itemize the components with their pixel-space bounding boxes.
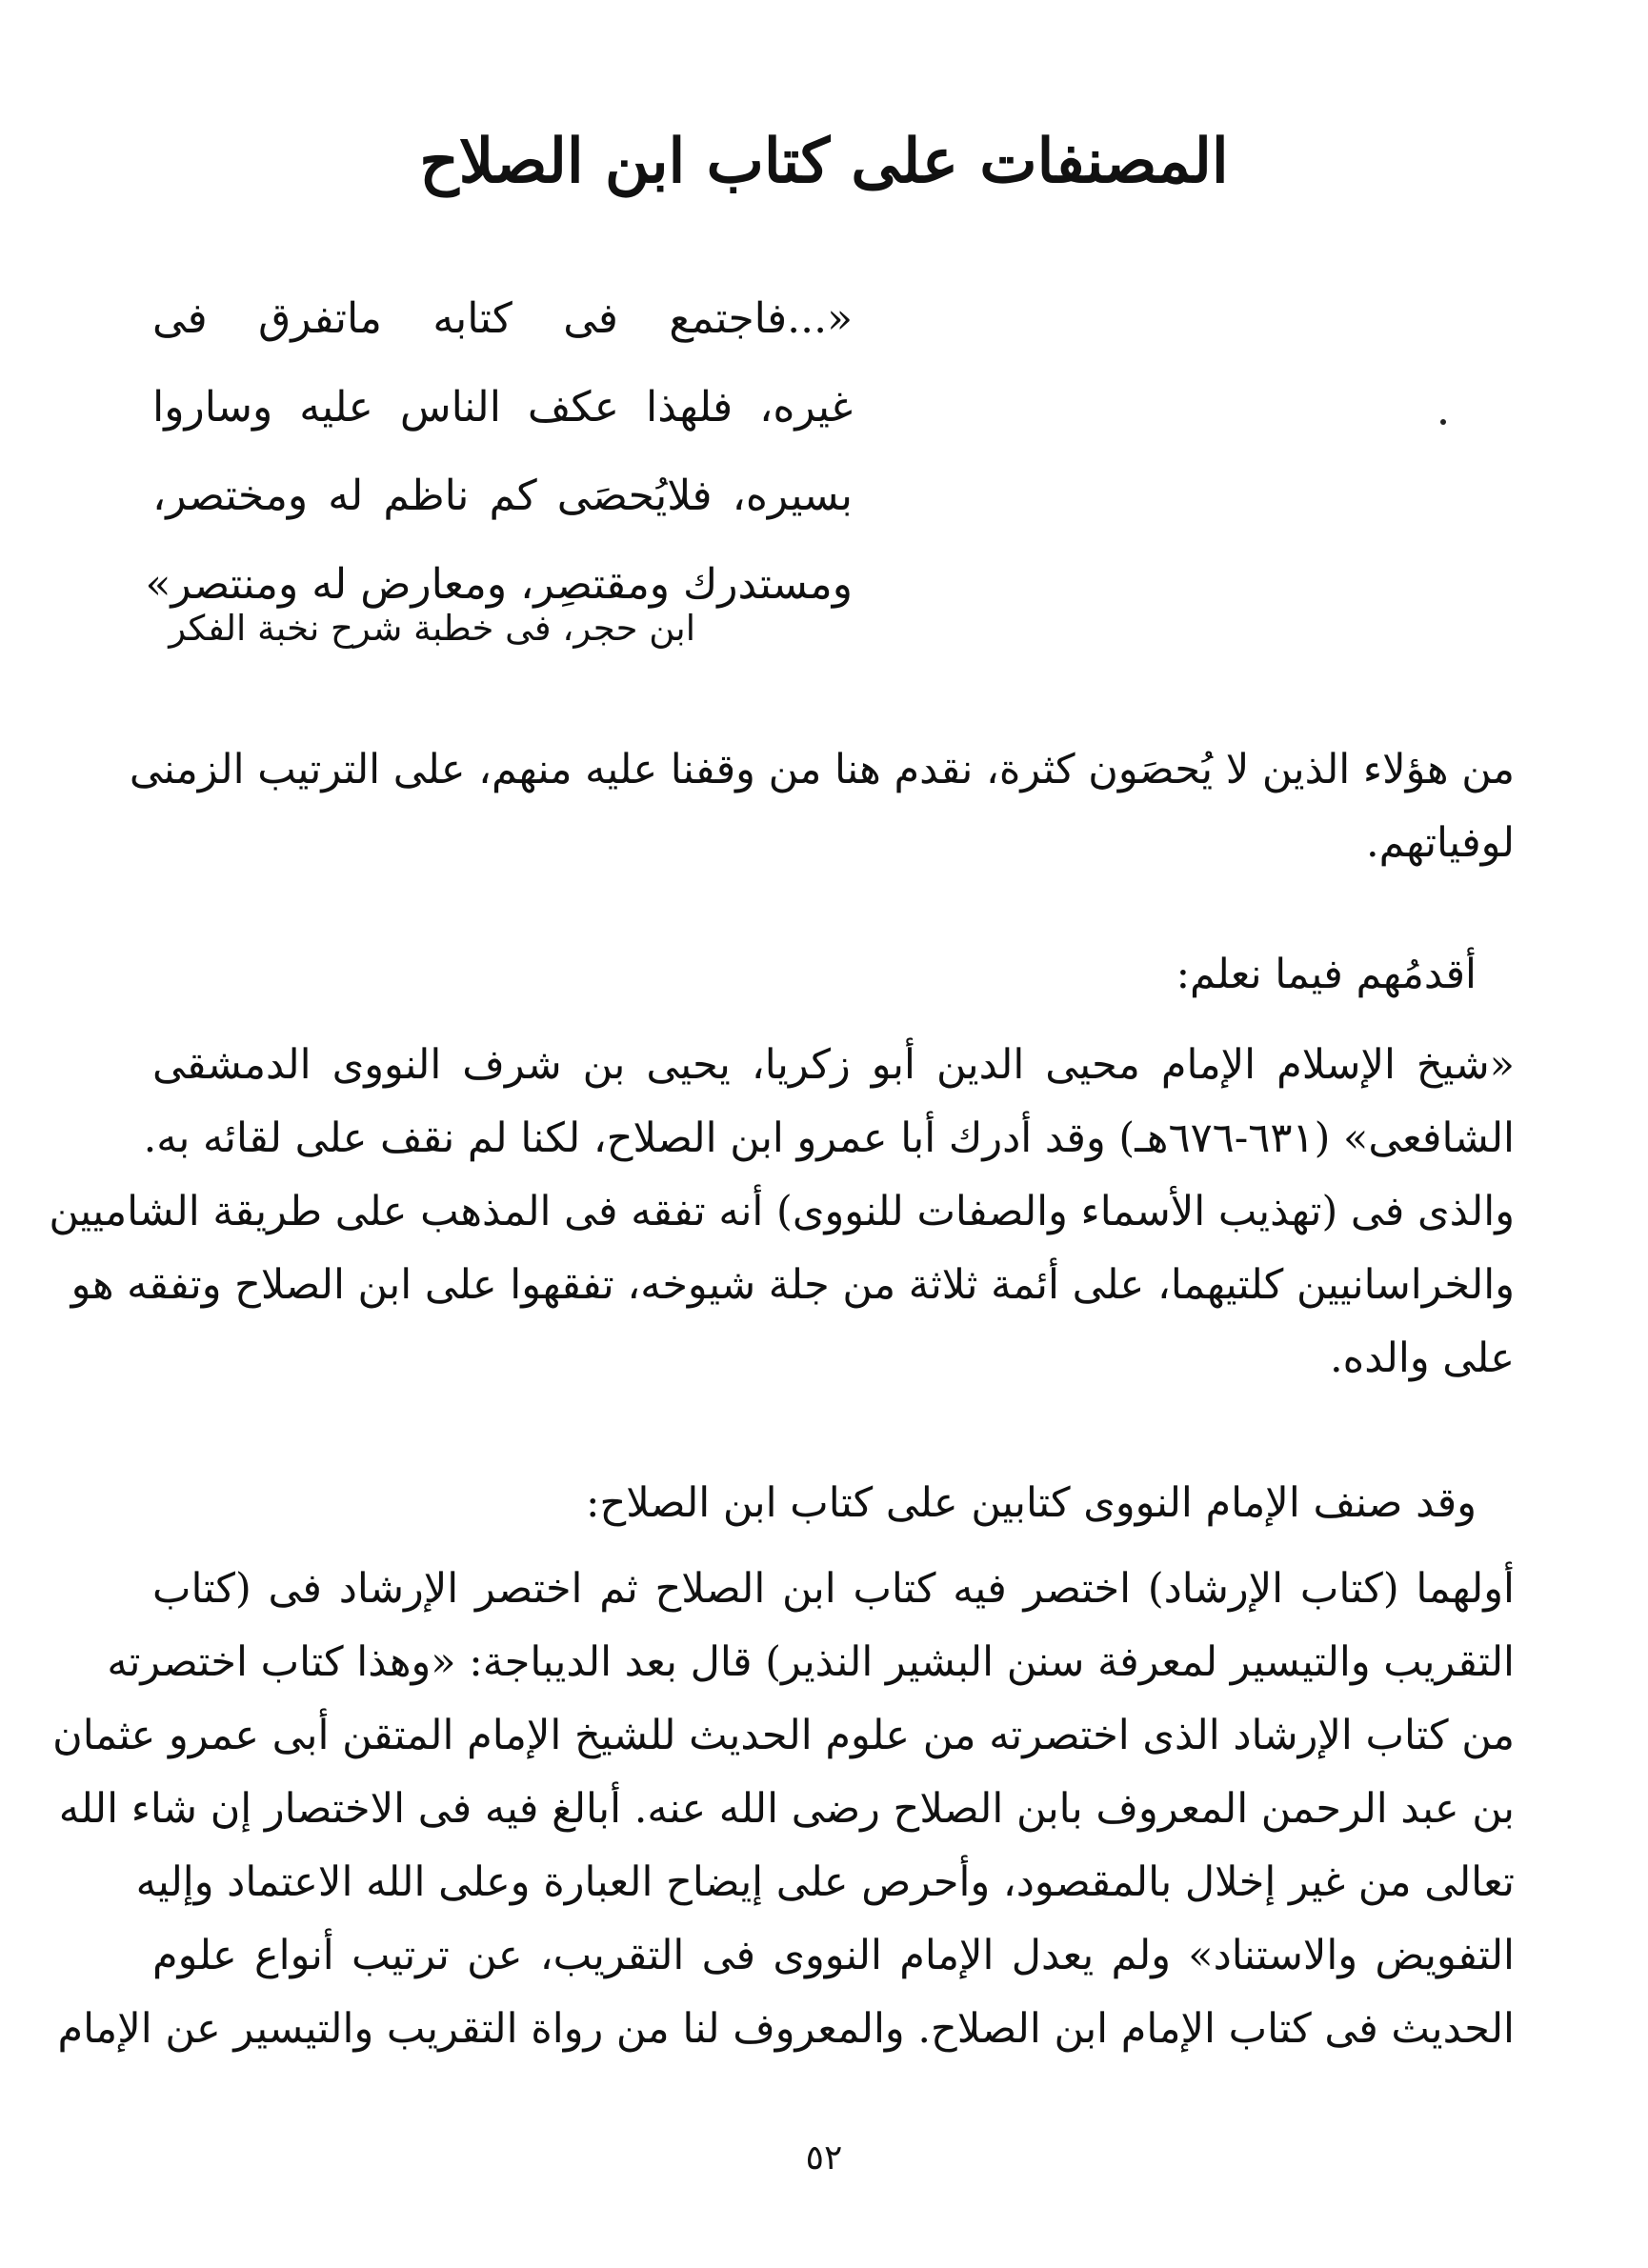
text-line: والذى فى (تهذيب الأسماء والصفات للنووى) أنه تفقه فى المذهب على طريقة الشاميين xyxy=(49,1188,1515,1235)
first-author-paragraph xyxy=(49,1029,1515,1395)
section-heading: وقد صنف الإمام النووى كتابين على كتاب ابن الصلاح: xyxy=(586,1479,1477,1527)
text-line: الحديث فى كتاب الإمام ابن الصلاح. والمعروف لنا من رواة التقريب والتيسير عن الإمام xyxy=(57,2005,1515,2053)
text-line: الشافعى» (٦٣١-٦٧٦هـ) وقد أدرك أبا عمرو ابن الصلاح، لكنا لم نقف على لقائه به. xyxy=(143,1114,1515,1162)
epigraph-quote xyxy=(145,274,853,629)
section-heading: أقدمُهم فيما نعلم: xyxy=(1176,951,1477,998)
text-line: على والده. xyxy=(1330,1335,1515,1382)
page-title: المصنفات على كتاب ابن الصلاح xyxy=(419,126,1229,197)
text-line: لوفياتهم. xyxy=(1365,819,1515,867)
page-number: ٥٢ xyxy=(805,2138,843,2178)
text-line: بن عبد الرحمن المعروف بابن الصلاح رضى الله عنه. أبالغ فيه فى الاختصار إن شاء الله xyxy=(58,1785,1515,1833)
text-line: تعالى من غير إخلال بالمقصود، وأحرص على إيضاح العبارة وعلى الله الاعتماد وإليه xyxy=(135,1858,1515,1906)
text-line: من كتاب الإرشاد الذى اختصرته من علوم الحديث للشيخ الإمام المتقن أبى عمرو عثمان xyxy=(52,1712,1515,1759)
epigraph-line: غيره، فلهذا عكف الناس عليه وساروا xyxy=(152,383,853,432)
intro-paragraph xyxy=(129,733,1515,880)
text-line: والخراسانيين كلتيهما، على أئمة ثلاثة من جلة شيوخه، تفقهوا على ابن الصلاح وتفقه هو xyxy=(70,1261,1515,1309)
second-heading xyxy=(152,1467,1515,1540)
text-line: «شيخ الإسلام الإمام محيى الدين أبو زكريا، يحيى بن شرف النووى الدمشقى xyxy=(152,1041,1515,1089)
second-paragraph xyxy=(52,1553,1515,2066)
text-line: أولهما (كتاب الإرشاد) اختصر فيه كتاب ابن الصلاح ثم اختصر الإرشاد فى (كتاب xyxy=(152,1565,1515,1613)
epigraph-line: بسيره، فلايُحصَى كم ناظم له ومختصر، xyxy=(152,472,853,520)
print-speck xyxy=(1440,419,1446,425)
epigraph-line: «...فاجتمع فى كتابه ماتفرق فى xyxy=(152,294,853,343)
text-line: التقريب والتيسير لمعرفة سنن البشير النذير) قال بعد الديباجة: «وهذا كتاب اختصرته xyxy=(107,1638,1515,1686)
first-author-heading xyxy=(152,938,1515,1012)
epigraph-line: ومستدرك ومقتصِر، ومعارض له ومنتصر» xyxy=(145,560,853,609)
text-line: التفويض والاستناد» ولم يعدل الإمام النووى فى التقريب، عن ترتيب أنواع علوم xyxy=(152,1932,1515,1979)
text-line: من هؤلاء الذين لا يُحصَون كثرة، نقدم هنا من وقفنا عليه منهم، على الترتيب الزمنى xyxy=(129,746,1515,793)
epigraph-attribution: ابن حجر، فى خطبة شرح نخبة الفكر xyxy=(169,608,695,649)
